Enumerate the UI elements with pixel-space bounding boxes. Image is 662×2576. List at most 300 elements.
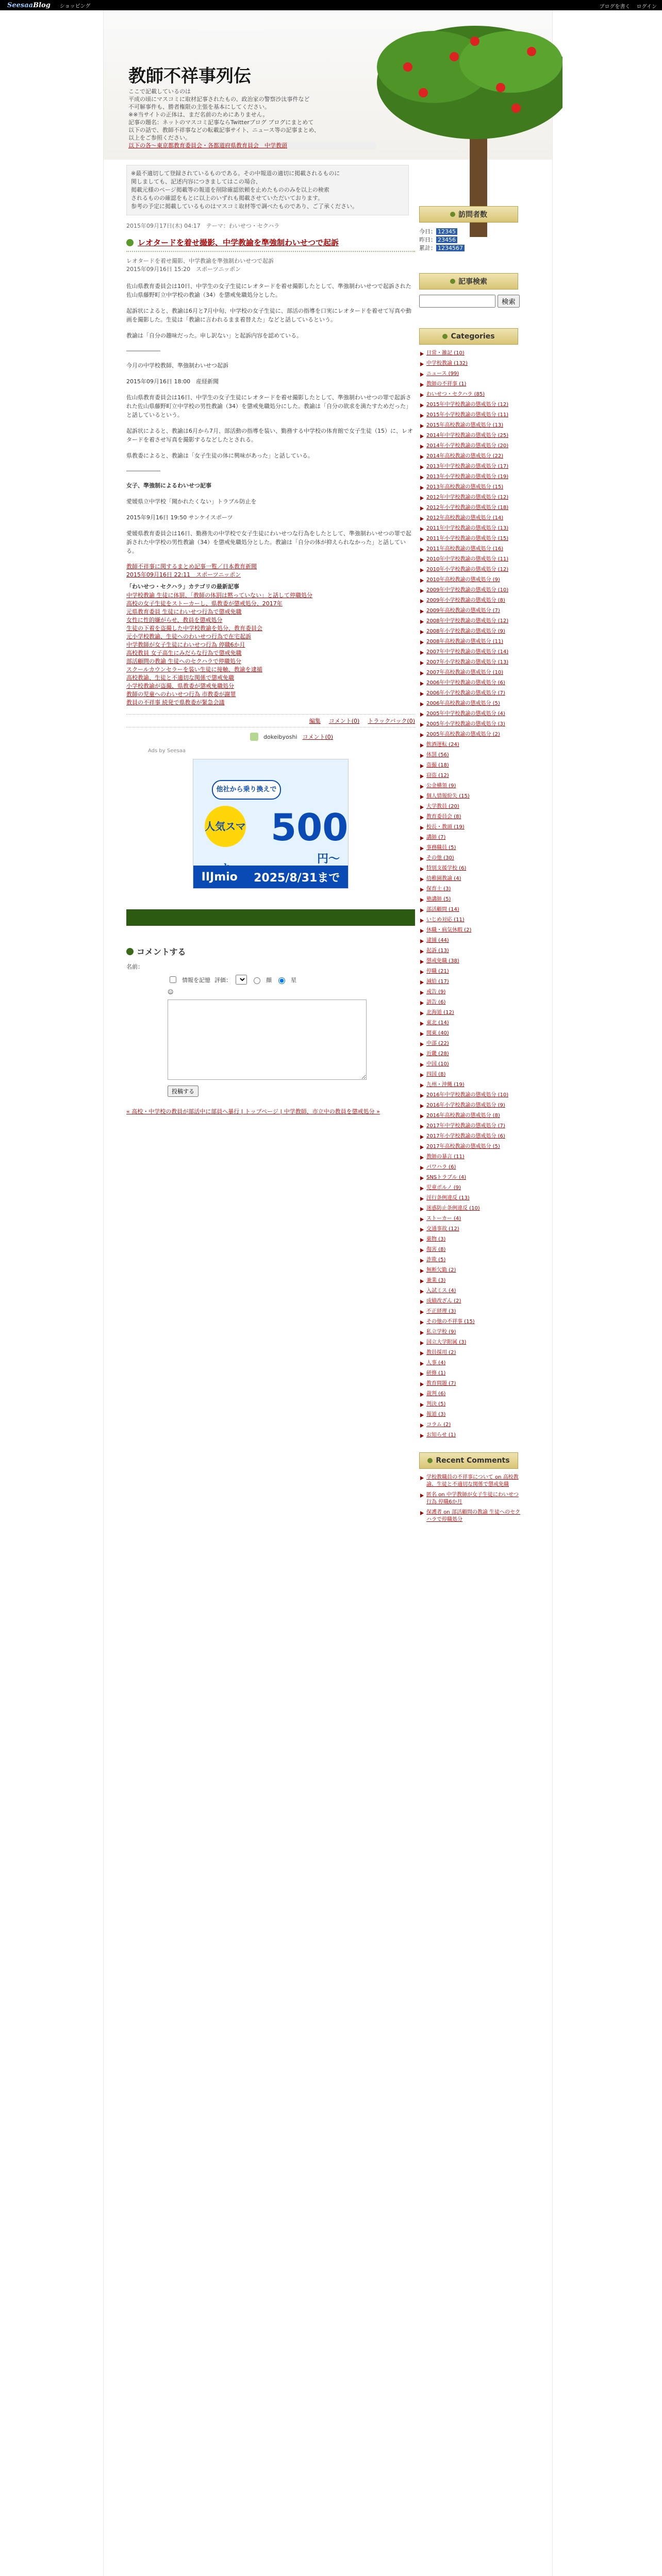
category-item [419, 1009, 522, 1016]
write-blog-link[interactable]: ブログを書く [599, 4, 631, 10]
prev-next-links[interactable]: « 高校・中学校の教員が部活中に部員へ暴行 | トップページ | 中学教師、市立中の教員を懲戒処分 » [126, 1108, 380, 1115]
category-item-link[interactable]: ストーカー (4) [426, 1216, 461, 1222]
author-avatar [250, 733, 258, 741]
category-item [419, 1287, 522, 1295]
comment-icon [126, 948, 134, 955]
category-item [419, 1081, 522, 1089]
sidebar [419, 206, 522, 1527]
category-item [419, 1298, 522, 1305]
category-item-link[interactable]: 中学校教諭 (132) [426, 361, 468, 366]
category-item [419, 721, 522, 728]
category-item [419, 1030, 522, 1037]
category-item [419, 453, 522, 460]
leaf-icon [450, 212, 455, 217]
category-item-link[interactable]: 淫行条例違反 (13) [426, 1195, 470, 1201]
ad-brand: IIJmio [201, 870, 238, 884]
category-item-link[interactable]: 中国 (10) [426, 1061, 449, 1067]
category-item-link[interactable]: 2014年高校教諭の懲戒処分 (22) [426, 453, 504, 459]
search-title [419, 273, 518, 290]
section-title: 女子、準強制によるわいせつ記事 [126, 482, 211, 489]
category-item [419, 515, 522, 522]
visitor-counts [419, 228, 522, 252]
category-item [419, 680, 522, 687]
category-item-link[interactable]: 2015年中学校教諭の懲戒処分 (12) [426, 402, 509, 408]
category-item [419, 566, 522, 573]
category-item [419, 958, 522, 965]
category-item-link[interactable]: 中部 (22) [426, 1041, 449, 1046]
category-item [419, 906, 522, 913]
category-item-link[interactable]: 2014年中学校教諭の懲戒処分 (25) [426, 433, 509, 438]
comment-count-link[interactable]: コメント(0) [328, 718, 360, 724]
notice-line: ※最不適切して登録されているものである。その中報道の適切に掲載されるものに [131, 170, 340, 177]
category-item [419, 1164, 522, 1171]
count-value: 23456 [436, 236, 457, 243]
category-item-link[interactable]: 2009年高校教諭の懲戒処分 (7) [426, 608, 500, 614]
trackback-link[interactable]: トラックバック(0) [368, 718, 415, 724]
desc-line: 不可解事件も、勝者権限の主張を基本にしてください。 [128, 104, 270, 110]
related-link[interactable]: 部活顧問の教諭 生徒へのセクハラで停職処分 [126, 658, 241, 665]
leaf-icon [427, 1458, 433, 1463]
related-link[interactable]: 教員の不祥事 続発で県教委が緊急会議 [126, 699, 225, 706]
leaf-icon [442, 334, 448, 339]
category-item-link[interactable]: 国立大学附属 (3) [426, 1340, 467, 1345]
category-item [419, 865, 522, 872]
category-item [419, 1391, 522, 1398]
author-comment-link[interactable]: コメント(0) [302, 734, 334, 740]
related-link[interactable]: 高校教員 女子高生にみだらな行為で懲戒免職 [126, 650, 242, 656]
category-item [419, 1112, 522, 1120]
post-meta [126, 257, 415, 274]
category-item-link[interactable]: 講師 (7) [426, 835, 446, 840]
category-item-link[interactable]: 2013年小学校教諭の懲戒処分 (19) [426, 474, 509, 480]
comment-heading [126, 945, 415, 957]
post-paragraph: 今月の中学校教師、準強制わいせつ起訴 [126, 362, 228, 369]
desc-line: 以上をご参照ください。 [128, 134, 191, 141]
section-line: 愛媛県立中学校「聞かれたくない」トラブル防止を [126, 498, 257, 505]
author-name[interactable]: dokeibyoshi [263, 733, 297, 740]
category-item [419, 1071, 522, 1078]
count-label: 今日： [419, 228, 436, 235]
category-item [419, 1040, 522, 1047]
submit-button[interactable]: 投稿する [168, 1086, 198, 1097]
category-item-link[interactable]: 北海道 (12) [426, 1010, 454, 1015]
category-item-link[interactable]: 裁判 (6) [426, 1391, 446, 1397]
category-item-link[interactable]: 2008年小学校教諭の懲戒処分 (9) [426, 629, 505, 634]
comment-form [126, 962, 415, 1097]
related-link[interactable]: 元小学校教諭、生徒へのわいせつ行為で在宅起訴 [126, 633, 251, 640]
notice-box [126, 165, 409, 215]
category-item-link[interactable]: 日常・雑記 (10) [426, 350, 465, 356]
related-link[interactable]: スクールカウンセラーを装い生徒に接触、教諭を逮捕 [126, 666, 262, 673]
category-item-link[interactable]: 研修 (1) [426, 1370, 446, 1376]
category-item-link[interactable]: 戒告 (9) [426, 989, 446, 995]
category-item-link[interactable]: 教育委員会 (8) [426, 814, 461, 820]
category-item-link[interactable]: 薬物 (3) [426, 1236, 446, 1242]
category-item [419, 1133, 522, 1140]
post-paragraph: 佐山県教育委員会は16日、中学生の女子生徒にレオタードを着せ撮影したとして、準強制わいせつの罪で起訴された佐山県藤野町立中学校の男性教諭（34）を懲戒免職処分にした。教諭は「自分の欲求を満たすためだった」と話しているという。 [126, 394, 411, 418]
remember-checkbox[interactable] [170, 976, 176, 983]
category-item [419, 1092, 522, 1099]
category-item-link[interactable]: 事務職員 (5) [426, 845, 456, 851]
category-item [419, 669, 522, 676]
section-line: 2015年9月16日 19:50 サンケイスポーツ [126, 514, 233, 521]
separator: ―――――― [126, 467, 160, 474]
category-item-link[interactable]: 保育士 (3) [426, 886, 451, 892]
category-item-link[interactable]: 児童ポルノ (9) [426, 1185, 461, 1191]
category-item-link[interactable]: 2015年小学校教諭の懲戒処分 (11) [426, 412, 509, 418]
category-item [419, 1277, 522, 1284]
category-item [419, 432, 522, 439]
category-item [419, 587, 522, 594]
category-item [419, 422, 522, 429]
submit-row [126, 1086, 415, 1097]
category-item [419, 989, 522, 996]
comment-textarea[interactable] [168, 999, 367, 1080]
category-item [419, 1360, 522, 1367]
category-item [419, 577, 522, 584]
category-item-link[interactable]: 塾講師 (5) [426, 896, 451, 902]
post-title-row [126, 237, 415, 252]
category-item-link[interactable]: パワハラ (6) [426, 1164, 456, 1170]
category-item [419, 834, 522, 841]
radio-2-label: 星 [291, 976, 296, 984]
rating-select[interactable] [236, 975, 247, 985]
category-item-link[interactable]: 2012年高校教諭の懲戒処分 (14) [426, 515, 504, 521]
recent-comment-item-link[interactable]: 匿名 on 中学教師が女子生徒にわいせつ行為 停職6か月 [426, 1492, 519, 1505]
category-item-link[interactable]: 教師の暴言 (11) [426, 1154, 465, 1160]
blog-description [128, 88, 376, 149]
category-item-link[interactable]: 大学教員 (20) [426, 804, 459, 809]
category-item-link[interactable]: 2007年高校教諭の懲戒処分 (10) [426, 670, 504, 675]
category-item-link[interactable]: 2009年小学校教諭の懲戒処分 (8) [426, 598, 505, 603]
category-item [419, 999, 522, 1006]
category-item-link[interactable]: ニュース (99) [426, 371, 459, 377]
category-item [419, 638, 522, 646]
related-link[interactable]: 高校の女子生徒をストーカーし、県教委が懲戒処分、2017年 [126, 600, 283, 607]
search-row [419, 295, 522, 308]
category-item-link[interactable]: 2010年高校教諭の懲戒処分 (9) [426, 577, 500, 583]
category-item [419, 1411, 522, 1418]
category-item-link[interactable]: 逮捕 (44) [426, 938, 449, 943]
related-link[interactable]: 教師の児童へのわいせつ行為 市教委が謝罪 [126, 691, 236, 698]
category-item-link[interactable]: 判決 (5) [426, 1401, 446, 1407]
category-item [419, 1174, 522, 1181]
category-item-link[interactable]: 体罰 (56) [426, 752, 449, 758]
desc-line: 平成の頃にマスコミに取材記事されたもの、政治家の警察沙汰事件など [128, 96, 310, 103]
category-item-link[interactable]: 2011年高校教諭の懲戒処分 (16) [426, 546, 504, 552]
name-row [126, 962, 415, 971]
category-item-link[interactable]: 2010年小学校教諭の懲戒処分 (12) [426, 567, 509, 572]
category-item [419, 886, 522, 893]
category-item [419, 917, 522, 924]
category-item-link[interactable]: その他 (30) [426, 855, 454, 861]
rating-label: 評価： [214, 976, 231, 984]
category-item [419, 824, 522, 831]
category-item [419, 783, 522, 790]
page-wrapper [103, 10, 553, 2576]
category-item-link[interactable]: 2013年高校教諭の懲戒処分 (15) [426, 484, 504, 490]
post-footer-links [126, 714, 415, 727]
category-item [419, 690, 522, 697]
category-item [419, 360, 522, 367]
category-item [419, 659, 522, 666]
category-item-link[interactable]: 2005年小学校教諭の懲戒処分 (3) [426, 721, 505, 727]
category-item [419, 556, 522, 563]
category-item [419, 350, 522, 357]
category-item-link[interactable]: 減給 (17) [426, 979, 449, 985]
blog-title[interactable]: 教師不祥事列伝 [128, 66, 251, 87]
category-item [419, 762, 522, 769]
post-paragraph: 県教委によると、教諭は「女子生徒の体に興味があった」と話している。 [126, 452, 313, 459]
related-link[interactable]: 中学教師が女子生徒にわいせつ行為 停職6か月 [126, 641, 245, 648]
category-item [419, 628, 522, 635]
count-value: 1234567 [436, 245, 465, 251]
category-item [419, 937, 522, 944]
section-line: 愛媛県教育委員会は16日、勤務先の中学校で女子生徒にわいせつな行為をしたとして、準強制わいせつの罪で起訴された中学校の男性教諭（34）を懲戒免職処分とした。教諭は「自分の体が抑えられなかった」と話している。 [126, 530, 411, 554]
related-link[interactable]: 教師不祥事に関するまとめ記事一覧／日本教育新聞 [126, 563, 257, 570]
desc-line: ※※当サイトの正体は、まだ名前のためにありません。 [128, 111, 269, 118]
category-item [419, 607, 522, 615]
count-label: 昨日： [419, 236, 436, 243]
category-item-link[interactable]: 教師の不祥事 (1) [426, 381, 467, 387]
category-item-link[interactable]: いじめ対応 (11) [426, 917, 465, 923]
category-item-link[interactable]: 訓告 (6) [426, 999, 446, 1005]
category-item-link[interactable]: 休職・病気休暇 (2) [426, 927, 472, 933]
category-item-link[interactable]: 2016年小学校教諭の懲戒処分 (9) [426, 1103, 505, 1108]
category-item-link[interactable]: 関東 (40) [426, 1030, 449, 1036]
category-item-link[interactable]: 2017年中学校教諭の懲戒処分 (7) [426, 1123, 505, 1129]
category-item-link[interactable]: 2016年高校教諭の懲戒処分 (8) [426, 1113, 500, 1118]
category-item [419, 1102, 522, 1109]
count-value: 12345 [436, 228, 457, 235]
category-item-link[interactable]: 兼業 (3) [426, 1278, 446, 1283]
category-item [419, 814, 522, 821]
category-item [419, 391, 522, 398]
category-item [419, 1308, 522, 1315]
emoji-row [168, 989, 415, 995]
meta-line: レオタードを着せ撮影、中学教諭を準強制わいせつで起訴 [126, 258, 274, 264]
category-item [419, 947, 522, 955]
category-item-link[interactable]: 2015年高校教諭の懲戒処分 (13) [426, 422, 504, 428]
category-item-link[interactable]: 盗撮 (18) [426, 762, 449, 768]
category-item-link[interactable]: 2016年中学校教諭の懲戒処分 (10) [426, 1092, 509, 1098]
radio-2[interactable] [278, 977, 285, 984]
category-item [419, 1061, 522, 1068]
logo-text-a: Seesaa [7, 1, 34, 9]
category-item-link[interactable]: 2006年小学校教諭の懲戒処分 (7) [426, 690, 505, 696]
login-link[interactable]: ログイン [636, 4, 657, 10]
category-item-link[interactable]: 2007年小学校教諭の懲戒処分 (13) [426, 659, 509, 665]
edit-link[interactable]: 編集 [309, 718, 321, 724]
category-item [419, 896, 522, 903]
category-item [419, 401, 522, 409]
search-title-text: 記事検索 [458, 278, 487, 286]
notice-line: 参考の予定に掲載しているものはマスコミ取材等で調べたものであり、ご了承ください。 [131, 203, 358, 210]
category-item-link[interactable]: 懲戒免職 (38) [426, 958, 459, 964]
category-item-link[interactable]: 校長・教頭 (19) [426, 824, 465, 830]
category-item [419, 1236, 522, 1243]
category-item-link[interactable]: 2005年高校教諭の懲戒処分 (2) [426, 732, 500, 737]
category-item [419, 618, 522, 625]
related-link[interactable]: 生徒の下着を盗撮した中学校教諭を処分、教育委員会 [126, 625, 262, 632]
category-item-link[interactable]: 2008年中学校教諭の懲戒処分 (12) [426, 618, 509, 624]
category-item-link[interactable]: 迷惑防止条例違反 (10) [426, 1206, 480, 1211]
category-item-link[interactable]: 2006年高校教諭の懲戒処分 (5) [426, 701, 500, 706]
ad-footer [193, 866, 348, 888]
category-item-link[interactable]: 報道 (3) [426, 1412, 446, 1417]
category-item-link[interactable]: 2012年小学校教諭の懲戒処分 (18) [426, 505, 509, 511]
recent-comments-section [419, 1452, 522, 1523]
category-item-link[interactable]: 公金横領 (9) [426, 783, 456, 789]
ad-phone-badge: 人気スマ [205, 806, 246, 847]
category-item-link[interactable]: 2014年小学校教諭の懲戒処分 (20) [426, 443, 509, 449]
category-item-link[interactable]: 教育問題 (7) [426, 1381, 456, 1386]
category-item-link[interactable]: 四国 (8) [426, 1072, 446, 1077]
bottom-nav [126, 1107, 415, 1115]
name-label: 名前： [126, 963, 143, 970]
category-item-link[interactable]: 不正経理 (3) [426, 1309, 456, 1314]
category-item-link[interactable]: 近畿 (28) [426, 1051, 449, 1057]
category-item [419, 473, 522, 481]
category-item-link[interactable]: 2017年小学校教諭の懲戒処分 (6) [426, 1133, 505, 1139]
recent-comment-item-link[interactable]: 学校教職員の不祥事について on 高校教諭、生徒と不適切な関係で懲戒免職 [426, 1475, 519, 1487]
search-button[interactable]: 検索 [498, 295, 520, 308]
category-item [419, 803, 522, 810]
category-item-link[interactable]: 2006年中学校教諭の懲戒処分 (6) [426, 680, 505, 686]
leaf-icon [450, 279, 455, 284]
recent-comment-item [419, 1509, 522, 1523]
ad-price: 500 [271, 806, 349, 849]
categories-title [419, 328, 518, 345]
category-item [419, 1421, 522, 1429]
category-item-link[interactable]: 九州・沖縄 (19) [426, 1082, 465, 1088]
category-item-link[interactable]: 特別支援学校 (6) [426, 866, 467, 871]
recent-comments-title [419, 1452, 518, 1469]
emoji-icon[interactable]: ☺ [168, 989, 174, 995]
category-item [419, 752, 522, 759]
category-item [419, 875, 522, 883]
category-item [419, 927, 522, 934]
category-item [419, 855, 522, 862]
category-item-link[interactable]: 詐欺 (5) [426, 1257, 446, 1263]
category-item [419, 731, 522, 738]
category-item-link[interactable]: 幼稚園教諭 (4) [426, 876, 461, 882]
post-paragraph: 佐山県教育委員会は10日、中学生の女子生徒にレオタードを着せ撮影したとして、準強制わいせつで起訴された佐山県藤野町立中学校の教諭（34）を懲戒免職処分とした。 [126, 283, 411, 298]
seesaa-logo[interactable] [7, 2, 51, 9]
category-item-link[interactable]: SNSトラブル (4) [426, 1175, 467, 1180]
category-item [419, 484, 522, 491]
category-item-link[interactable]: 2008年高校教諭の懲戒処分 (11) [426, 639, 504, 645]
category-item-link[interactable]: コラム (2) [426, 1422, 451, 1428]
count-row [419, 236, 522, 244]
category-item-link[interactable]: 2009年中学校教諭の懲戒処分 (10) [426, 587, 509, 593]
category-item [419, 1050, 522, 1058]
category-item [419, 494, 522, 501]
radio-1-label: 顔 [266, 976, 272, 984]
advertisement-banner[interactable] [193, 759, 349, 889]
category-item [419, 1318, 522, 1326]
category-item [419, 1349, 522, 1357]
category-item-link[interactable]: 交通事故 (12) [426, 1226, 459, 1232]
category-item-link[interactable]: お知らせ (1) [426, 1432, 456, 1438]
category-item [419, 700, 522, 707]
category-item-link[interactable]: 2011年中学校教諭の懲戒処分 (13) [426, 526, 509, 531]
author-row [250, 733, 415, 741]
category-item-link[interactable]: 2011年小学校教諭の懲戒処分 (15) [426, 536, 509, 541]
category-item-link[interactable]: 個人情報紛失 (15) [426, 793, 470, 799]
category-item [419, 597, 522, 604]
desc-line: 記事の題名：ネットのマスコミ記事ならTwitterブログ ブログにまとめて [128, 119, 314, 126]
related-link[interactable]: 中学校教諭 生徒に体罰、「教師の体罰は黙っていない」と話して停職処分 [126, 592, 312, 599]
category-item-link[interactable]: 教員採用 (2) [426, 1350, 456, 1355]
category-item-link[interactable]: 停職 (21) [426, 969, 449, 974]
category-item [419, 463, 522, 470]
related-link-date[interactable]: 2015年09月16日 22:11 スポーツニッポン [126, 571, 241, 578]
category-item-link[interactable]: わいせつ・セクハラ (85) [426, 392, 485, 397]
category-item-link[interactable]: 2010年中学校教諭の懲戒処分 (11) [426, 556, 509, 562]
category-item-link[interactable]: 2005年中学校教諭の懲戒処分 (4) [426, 711, 505, 717]
category-item-link[interactable]: 無断欠勤 (2) [426, 1267, 456, 1273]
recent-comments-title-text: Recent Comments [436, 1456, 510, 1465]
category-item [419, 1257, 522, 1264]
category-item-link[interactable]: 私立学校 (9) [426, 1329, 456, 1335]
category-item-link[interactable]: 東北 (14) [426, 1020, 449, 1026]
category-item [419, 1267, 522, 1274]
category-item [419, 504, 522, 512]
category-item-link[interactable]: 2007年中学校教諭の懲戒処分 (14) [426, 649, 509, 655]
related-link[interactable]: 元県教育委員 生徒にわいせつ行為で懲戒免職 [126, 608, 242, 615]
count-row [419, 244, 522, 252]
category-item-link[interactable]: 起訴 (13) [426, 948, 449, 954]
desc-link[interactable]: 以下の各〜東京都教育委員会・各都道府県教育員会 中学教頭 [128, 142, 287, 149]
category-item-link[interactable]: 窃盗 (12) [426, 773, 449, 778]
categories-title-text: Categories [451, 332, 495, 341]
recent-comments-list [419, 1474, 522, 1523]
category-item-link[interactable]: 入試ミス (4) [426, 1288, 456, 1294]
category-item [419, 1123, 522, 1130]
visitors-title [419, 206, 518, 223]
related-link[interactable]: 小学校教諭が盗撮、県教委が懲戒免職処分 [126, 683, 234, 689]
search-input[interactable] [419, 295, 495, 308]
category-item-link[interactable]: 2012年中学校教諭の懲戒処分 (12) [426, 495, 509, 500]
category-item-link[interactable]: 成績改ざん (2) [426, 1298, 461, 1304]
category-item-link[interactable]: 飲酒運転 (24) [426, 742, 459, 748]
category-item [419, 649, 522, 656]
category-item-link[interactable]: 人事 (4) [426, 1360, 446, 1366]
category-item-link[interactable]: 2017年高校教諭の懲戒処分 (5) [426, 1144, 500, 1149]
category-item-link[interactable]: その他の不祥事 (15) [426, 1319, 475, 1325]
category-item [419, 443, 522, 450]
separator: ―――――― [126, 347, 160, 354]
category-item-link[interactable]: 傷害 (8) [426, 1247, 446, 1252]
category-item [419, 772, 522, 779]
post-title[interactable]: レオタードを着せ撮影、中学教諭を準強制わいせつで起訴 [138, 238, 339, 247]
visitors-title-text: 訪問者数 [458, 211, 487, 219]
radio-1[interactable] [254, 977, 260, 984]
category-item [419, 412, 522, 419]
category-item [419, 1380, 522, 1387]
related-link[interactable]: 女性に性的嫌がらせ、教員を懲戒処分 [126, 617, 223, 623]
category-item-link[interactable]: 部活顧問 (14) [426, 907, 459, 912]
recent-comment-item-link[interactable]: 保護者 on 部活顧問の教諭 生徒へのセクハラで停職処分 [426, 1510, 520, 1522]
related-link[interactable]: 高校教諭、生徒と不適切な関係で懲戒免職 [126, 674, 234, 681]
category-item [419, 381, 522, 388]
category-item [419, 1370, 522, 1377]
notice-line: 掲載元様のページ掲載等の報道を削除確認依頼を止めたもののみを以上の検索 [131, 187, 329, 193]
desc-links [128, 142, 376, 149]
shopping-link[interactable]: ショッピング [59, 3, 91, 9]
category-item-link[interactable]: 2013年中学校教諭の懲戒処分 (17) [426, 464, 509, 469]
